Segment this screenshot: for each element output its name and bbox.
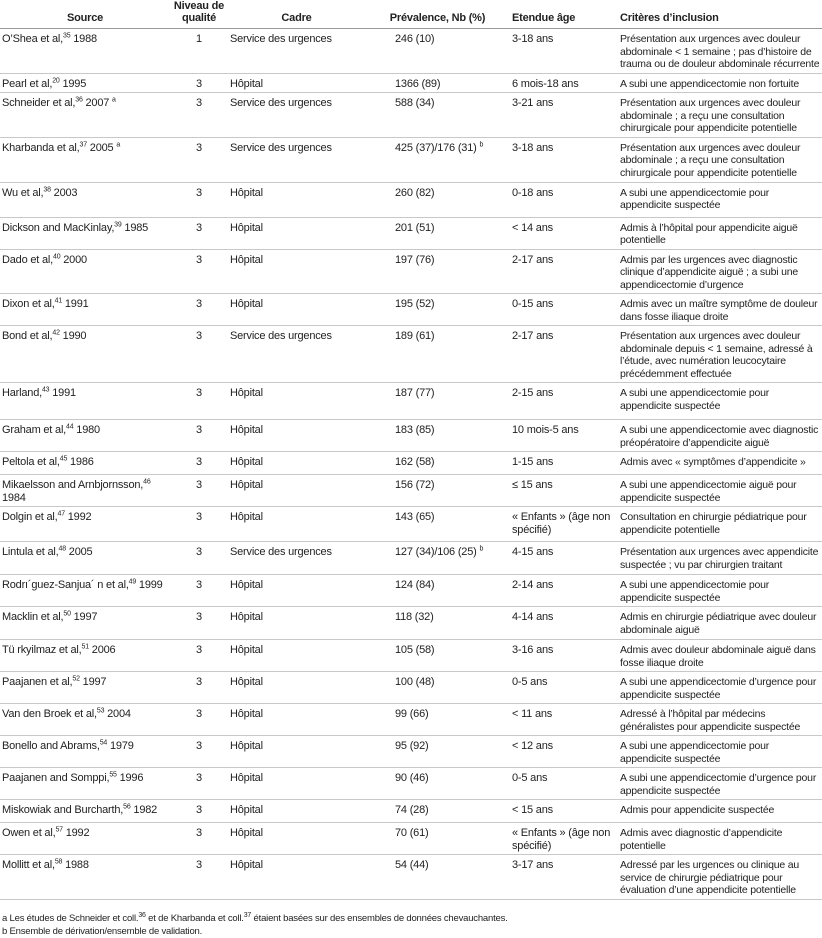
cell-prevalence (365, 93, 510, 138)
source-year: 2007 (85, 97, 110, 109)
source-name: Schneider et al, (2, 97, 76, 109)
reference-number: 39 (114, 220, 122, 228)
cell-prevalence (365, 217, 510, 249)
cell-age: < 14 ans (510, 217, 618, 249)
cell-prevalence (365, 294, 510, 326)
table-row (0, 383, 822, 420)
cell-criteria: Admis avec un maître symptôme de douleur dans fosse iliaque droite (618, 294, 822, 326)
source-name: Tü rkyilmaz et al, (2, 644, 82, 656)
reference-number: 54 (99, 739, 108, 747)
cell-age: 3-16 ans (510, 640, 618, 672)
prevalence-value: 90 (46) (395, 772, 429, 784)
cell-setting: Hôpital (228, 249, 365, 294)
cell-criteria: A subi une appendicectomie pour appendicite suspectée (618, 383, 822, 420)
cell-criteria: Admis avec « symptômes d’appendicite » (618, 452, 822, 475)
reference-number: 56 (123, 803, 131, 811)
cell-setting: Hôpital (228, 704, 365, 736)
source-name: Rodrı´guez-Sanjua´ n et al, (2, 579, 129, 591)
cell-criteria: Admis en chirurgie pédiatrique avec douleur abdominale aiguë (618, 607, 822, 640)
cell-quality: 3 (170, 383, 228, 420)
cell-setting: Hôpital (228, 217, 365, 249)
source-name: Van den Broek et al, (2, 708, 97, 720)
cell-age: 4-15 ans (510, 542, 618, 575)
cell-source (0, 294, 170, 326)
source-year: 2005 (89, 141, 114, 154)
source-name: Pearl et al, (2, 77, 53, 90)
footnote-a-text: étaient basées sur des ensembles de données chevauchantes. (251, 912, 508, 924)
cell-source (0, 249, 170, 294)
source-year: 2004 (107, 708, 131, 720)
cell-age: < 12 ans (510, 736, 618, 768)
cell-source (0, 93, 170, 138)
reference-number: 51 (81, 643, 89, 651)
reference-number: 47 (57, 510, 65, 518)
table-row (0, 507, 822, 542)
cell-age: 3-21 ans (510, 93, 618, 138)
cell-prevalence (365, 507, 510, 542)
cell-age: 2-14 ans (510, 575, 618, 607)
table-row (0, 326, 822, 383)
footnote-marker: b (479, 140, 484, 148)
cell-age: 2-17 ans (510, 249, 618, 294)
cell-prevalence (365, 575, 510, 607)
source-name: Paajanen and Somppi, (2, 772, 110, 784)
cell-criteria: A subi une appendicectomie d’urgence pour appendicite suspectée (618, 672, 822, 704)
cell-setting: Hôpital (228, 672, 365, 704)
cell-quality: 3 (170, 475, 228, 507)
source-year: 1990 (62, 330, 87, 342)
cell-setting: Service des urgences (228, 93, 365, 138)
prevalence-value: 100 (48) (395, 676, 435, 688)
cell-quality: 3 (170, 823, 228, 855)
cell-quality: 3 (170, 768, 228, 800)
cell-criteria: Admis par les urgences avec diagnostic clinique d’appendicite aiguë ; a subi une appendicectomie d’urgence (618, 249, 822, 294)
cell-prevalence (365, 137, 510, 182)
prevalence-value: 74 (28) (395, 804, 429, 816)
cell-quality: 3 (170, 640, 228, 672)
cell-source (0, 326, 170, 383)
cell-setting: Service des urgences (228, 326, 365, 383)
cell-criteria: Présentation aux urgences avec douleur abdominale < 1 semaine ; pas d’histoire de trauma ou de douleur abdominale récurrente (618, 29, 822, 74)
reference-number: 53 (96, 707, 105, 715)
cell-age: 6 mois-18 ans (510, 73, 618, 93)
prevalence-value: 246 (10) (395, 33, 435, 45)
prevalence-value: 187 (77) (395, 387, 435, 399)
cell-quality: 3 (170, 507, 228, 542)
reference-number: 58 (54, 858, 63, 866)
prevalence-value: 195 (52) (395, 298, 435, 310)
source-year: 1988 (73, 33, 97, 45)
cell-source (0, 575, 170, 607)
cell-age: 1-15 ans (510, 452, 618, 475)
cell-prevalence (365, 736, 510, 768)
table-row (0, 672, 822, 704)
cell-criteria: Présentation aux urgences avec douleur abdominale ; a reçu une consultation chirurgicale pour appendicite potentielle (618, 93, 822, 138)
cell-quality: 3 (170, 736, 228, 768)
source-year: 1988 (65, 859, 89, 871)
source-year: 1996 (119, 772, 144, 784)
cell-quality: 3 (170, 294, 228, 326)
source-year: 1984 (2, 491, 26, 504)
cell-quality: 3 (170, 575, 228, 607)
cell-source (0, 768, 170, 800)
prevalence-value: 54 (44) (395, 859, 429, 871)
table-row (0, 768, 822, 800)
cell-age: « Enfants » (âge non spécifié) (510, 507, 618, 542)
cell-prevalence (365, 704, 510, 736)
reference-number: 42 (52, 329, 60, 337)
source-year: 1980 (76, 424, 100, 436)
prevalence-value: 260 (82) (395, 186, 435, 199)
cell-source (0, 704, 170, 736)
cell-criteria: Admis à l’hôpital pour appendicite aiguë potentielle (618, 217, 822, 249)
cell-prevalence (365, 420, 510, 452)
cell-setting: Hôpital (228, 294, 365, 326)
prevalence-value: 118 (32) (395, 611, 434, 623)
cell-age: 0-18 ans (510, 182, 618, 217)
cell-prevalence (365, 542, 510, 575)
header-criteria: Critères d’inclusion (618, 0, 822, 29)
table-row (0, 542, 822, 575)
cell-age: 2-15 ans (510, 383, 618, 420)
cell-prevalence (365, 452, 510, 475)
cell-source (0, 507, 170, 542)
cell-prevalence (365, 800, 510, 823)
table-row (0, 800, 822, 823)
source-name: Dado et al, (2, 253, 54, 266)
cell-source (0, 855, 170, 900)
cell-prevalence (365, 29, 510, 74)
cell-prevalence (365, 823, 510, 855)
table-row (0, 137, 822, 182)
footnote-a-text: et de Kharbanda et coll. (145, 912, 244, 924)
cell-criteria: A subi une appendicectomie d’urgence pour appendicite suspectée (618, 768, 822, 800)
cell-criteria: Adressé par les urgences ou clinique au service de chirurgie pédiatrique pour évaluation d’une appendicite potentielle (618, 855, 822, 900)
cell-source (0, 640, 170, 672)
cell-source (0, 420, 170, 452)
cell-setting: Hôpital (228, 475, 365, 507)
reference-number: 55 (109, 771, 117, 779)
source-year: 2006 (91, 644, 116, 656)
cell-setting: Hôpital (228, 383, 365, 420)
cell-age: 3-18 ans (510, 29, 618, 74)
cell-quality: 3 (170, 452, 228, 475)
cell-quality: 3 (170, 704, 228, 736)
reference-number: 35 (63, 32, 71, 40)
reference-number: 44 (66, 423, 74, 431)
cell-source (0, 542, 170, 575)
source-year: 1991 (64, 298, 89, 310)
table-row (0, 607, 822, 640)
cell-age: 3-18 ans (510, 137, 618, 182)
source-name: O’Shea et al, (2, 33, 63, 45)
cell-quality: 3 (170, 93, 228, 138)
reference-number: 38 (43, 185, 51, 193)
source-name: Dolgin et al, (2, 511, 58, 523)
cell-criteria: A subi une appendicectomie non fortuite (618, 73, 822, 93)
cell-age: < 15 ans (510, 800, 618, 823)
cell-setting: Hôpital (228, 182, 365, 217)
table-row (0, 73, 822, 93)
prevalence-value: 189 (61) (395, 330, 435, 342)
source-year: 1992 (65, 827, 90, 839)
source-year: 1991 (52, 387, 76, 399)
cell-prevalence (365, 73, 510, 93)
prevalence-value: 1366 (89) (395, 77, 441, 90)
table-row (0, 736, 822, 768)
cell-quality: 3 (170, 182, 228, 217)
source-year: 1997 (82, 676, 107, 688)
footnote-marker: a (116, 140, 121, 148)
prevalence-value: 425 (37)/176 (31) (395, 141, 477, 154)
cell-quality: 3 (170, 217, 228, 249)
cell-criteria: Admis avec diagnostic d’appendicite potentielle (618, 823, 822, 855)
table-row (0, 93, 822, 138)
prevalence-value: 197 (76) (395, 253, 435, 266)
source-year: 1999 (138, 579, 163, 591)
footnote-a-ref: 37 (243, 911, 252, 919)
cell-criteria: Présentation aux urgences avec appendicite suspectée ; vu par chirurgien traitant (618, 542, 822, 575)
table-row (0, 704, 822, 736)
cell-prevalence (365, 383, 510, 420)
cell-quality: 3 (170, 73, 228, 93)
reference-number: 37 (79, 140, 87, 148)
prevalence-value: 99 (66) (395, 708, 429, 720)
cell-setting: Hôpital (228, 823, 365, 855)
reference-number: 48 (58, 545, 66, 553)
source-name: Mollitt et al, (2, 859, 55, 871)
source-name: Macklin et al, (2, 611, 64, 623)
cell-prevalence (365, 475, 510, 507)
table-header-row (0, 0, 822, 29)
source-name: Paajanen et al, (2, 676, 73, 688)
footnote-b: b Ensemble de dérivation/ensemble de validation. (2, 925, 203, 937)
reference-number: 43 (41, 386, 50, 394)
cell-source (0, 383, 170, 420)
cell-setting: Hôpital (228, 420, 365, 452)
prevalence-value: 95 (92) (395, 740, 429, 752)
footnote-a-text: a Les études de Schneider et coll. (2, 912, 139, 924)
prevalence-value: 124 (84) (395, 579, 435, 591)
reference-number: 49 (128, 578, 137, 586)
source-year: 1997 (73, 611, 98, 623)
reference-number: 46 (143, 478, 151, 486)
cell-criteria: Adressé à l’hôpital par médecins généralistes pour appendicite suspectée (618, 704, 822, 736)
cell-criteria: Présentation aux urgences avec douleur abdominale ; a reçu une consultation chirurgicale pour appendicite potentielle (618, 137, 822, 182)
cell-setting: Hôpital (228, 452, 365, 475)
header-prevalence: Prévalence, Nb (%) (365, 0, 510, 29)
cell-quality: 3 (170, 672, 228, 704)
cell-prevalence (365, 855, 510, 900)
source-name: Owen et al, (2, 827, 56, 839)
cell-age: « Enfants » (âge non spécifié) (510, 823, 618, 855)
footnote-marker: b (479, 545, 484, 553)
cell-criteria: Admis pour appendicite suspectée (618, 800, 822, 823)
cell-setting: Service des urgences (228, 542, 365, 575)
reference-number: 20 (52, 76, 60, 84)
cell-source (0, 823, 170, 855)
table-row (0, 29, 822, 74)
table-row (0, 640, 822, 672)
prevalence-value: 162 (58) (395, 456, 435, 468)
source-name: Mikaelsson and Arnbjornsson, (2, 479, 144, 491)
table-row (0, 420, 822, 452)
footnotes (2, 912, 822, 938)
cell-age: 3-17 ans (510, 855, 618, 900)
cell-criteria: A subi une appendicectomie avec diagnostic préopératoire d’appendicite aiguë (618, 420, 822, 452)
cell-age: < 11 ans (510, 704, 618, 736)
source-name: Lintula et al, (2, 546, 59, 558)
cell-quality: 3 (170, 542, 228, 575)
cell-setting: Hôpital (228, 640, 365, 672)
footnote-a-ref: 36 (138, 911, 146, 919)
header-setting: Cadre (228, 0, 365, 29)
source-name: Peltola et al, (2, 456, 60, 468)
prevalence-value: 127 (34)/106 (25) (395, 546, 477, 558)
footnote-marker: a (112, 96, 116, 104)
cell-source (0, 182, 170, 217)
prevalence-value: 143 (65) (395, 511, 435, 523)
cell-setting: Hôpital (228, 575, 365, 607)
cell-setting: Service des urgences (228, 137, 365, 182)
cell-criteria: A subi une appendicectomie pour appendicite suspectée (618, 575, 822, 607)
cell-quality: 3 (170, 326, 228, 383)
cell-criteria: A subi une appendicectomie pour appendicite suspectée (618, 182, 822, 217)
cell-prevalence (365, 640, 510, 672)
cell-age: 4-14 ans (510, 607, 618, 640)
reference-number: 45 (59, 455, 68, 463)
source-year: 1982 (133, 804, 158, 816)
cell-age: ≤ 15 ans (510, 475, 618, 507)
reference-number: 50 (63, 610, 71, 618)
cell-criteria: A subi une appendicectomie aiguë pour appendicite suspectée (618, 475, 822, 507)
header-quality: Niveau de qualité (170, 0, 228, 29)
header-source: Source (0, 0, 170, 29)
cell-source (0, 800, 170, 823)
source-year: 2003 (53, 186, 78, 199)
cell-criteria: A subi une appendicectomie pour appendicite suspectée (618, 736, 822, 768)
source-name: Kharbanda et al, (2, 141, 80, 154)
cell-setting: Hôpital (228, 607, 365, 640)
cell-source (0, 29, 170, 74)
cell-quality: 3 (170, 249, 228, 294)
cell-setting: Hôpital (228, 736, 365, 768)
reference-number: 57 (55, 826, 63, 834)
reference-number: 52 (72, 675, 80, 683)
cell-source (0, 137, 170, 182)
source-year: 1995 (62, 77, 87, 90)
source-year: 1992 (67, 511, 92, 523)
source-name: Bonello and Abrams, (2, 740, 100, 752)
cell-prevalence (365, 607, 510, 640)
table-row (0, 217, 822, 249)
prevalence-value: 156 (72) (395, 479, 435, 491)
table-row (0, 249, 822, 294)
cell-quality: 3 (170, 137, 228, 182)
source-name: Dickson and MacKinlay, (2, 221, 115, 234)
table-row (0, 823, 822, 855)
cell-source (0, 452, 170, 475)
prevalence-value: 588 (34) (395, 97, 435, 109)
footnote-a (2, 912, 822, 925)
prevalence-value: 105 (58) (395, 644, 435, 656)
table-row (0, 855, 822, 900)
cell-criteria: Consultation en chirurgie pédiatrique pour appendicite potentielle (618, 507, 822, 542)
cell-age: 0-5 ans (510, 768, 618, 800)
cell-setting: Hôpital (228, 800, 365, 823)
cell-setting: Hôpital (228, 507, 365, 542)
prevalence-value: 201 (51) (395, 221, 435, 234)
reference-number: 41 (54, 297, 63, 305)
cell-quality: 3 (170, 420, 228, 452)
cell-source (0, 672, 170, 704)
source-year: 1986 (70, 456, 94, 468)
source-name: Wu et al, (2, 186, 44, 199)
reference-number: 40 (53, 252, 61, 260)
cell-setting: Hôpital (228, 73, 365, 93)
cell-quality: 3 (170, 800, 228, 823)
cell-prevalence (365, 182, 510, 217)
source-name: Dixon et al, (2, 298, 55, 310)
cell-criteria: Admis avec douleur abdominale aiguë dans fosse iliaque droite (618, 640, 822, 672)
source-name: Bond et al, (2, 330, 53, 342)
cell-source (0, 736, 170, 768)
cell-age: 10 mois-5 ans (510, 420, 618, 452)
cell-prevalence (365, 672, 510, 704)
cell-source (0, 475, 170, 507)
cell-quality: 3 (170, 855, 228, 900)
header-age: Etendue âge (510, 0, 618, 29)
cell-setting: Hôpital (228, 768, 365, 800)
table-row (0, 575, 822, 607)
source-name: Miskowiak and Burcharth, (2, 804, 124, 816)
source-year: 2000 (63, 253, 87, 266)
cell-source (0, 607, 170, 640)
cell-age: 0-5 ans (510, 672, 618, 704)
cell-quality: 3 (170, 607, 228, 640)
cell-prevalence (365, 326, 510, 383)
cell-prevalence (365, 768, 510, 800)
table-row (0, 294, 822, 326)
table-row (0, 452, 822, 475)
cell-source (0, 217, 170, 249)
cell-prevalence (365, 249, 510, 294)
prevalence-value: 183 (85) (395, 424, 435, 436)
source-year: 2005 (68, 546, 93, 558)
source-name: Harland, (2, 387, 42, 399)
cell-setting: Hôpital (228, 855, 365, 900)
prevalence-value: 70 (61) (395, 827, 429, 839)
cell-age: 2-17 ans (510, 326, 618, 383)
cell-quality: 1 (170, 29, 228, 74)
cell-criteria: Présentation aux urgences avec douleur abdominale depuis < 1 semaine, adressé à l’étude, avec numération leucocytaire précédemment effectuée (618, 326, 822, 383)
source-year: 1979 (109, 740, 134, 752)
table-row (0, 475, 822, 507)
cell-age: 0-15 ans (510, 294, 618, 326)
source-name: Graham et al, (2, 424, 67, 436)
cell-source (0, 73, 170, 93)
table-row (0, 182, 822, 217)
reference-number: 36 (75, 96, 83, 104)
cell-setting: Service des urgences (228, 29, 365, 74)
source-year: 1985 (124, 221, 149, 234)
